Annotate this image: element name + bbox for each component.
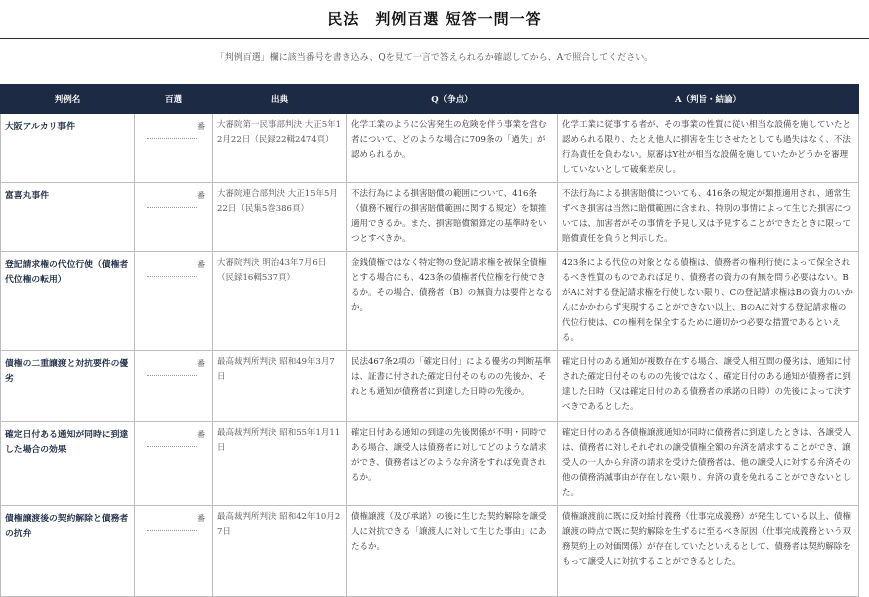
number-suffix: 番 (197, 191, 205, 200)
number-blank-field[interactable] (147, 434, 197, 447)
case-question: 不法行為による損害賠償の範囲について、416条（債務不履行の損害賠償範囲に関する規定）を類推適用できるか。また、損害賠償額算定の基準時をいつとすべきか。 (347, 183, 558, 252)
case-source: 最高裁判所判決 昭和55年1月11日 (213, 422, 347, 506)
case-name: 債権譲渡後の契約解除と債務者の抗弁 (1, 506, 135, 597)
header-answer: A（判旨・結論） (558, 85, 859, 114)
instruction-text: 「判例百選」欄に該当番号を書き込み、Qを見て一言で答えられるか確認してから、Aで照合してください。 (215, 53, 654, 63)
number-suffix: 番 (197, 514, 205, 523)
table-row (1, 183, 859, 252)
case-source: 大審院判決 明治43年7月6日（民録16輯537頁） (213, 252, 347, 351)
number-suffix: 番 (197, 359, 205, 368)
case-source: 大審院連合部判決 大正15年5月22日（民集5巻386頁） (213, 183, 347, 252)
number-blank-field[interactable] (147, 264, 197, 277)
case-question: 債権譲渡（及び承諾）の後に生じた契約解除を譲受人に対抗できる「譲渡人に対して生じた事由」にあたるか。 (347, 506, 558, 597)
case-name: 富喜丸事件 (1, 183, 135, 252)
number-suffix: 番 (197, 260, 205, 269)
table-row (1, 252, 859, 351)
number-blank-field[interactable] (147, 126, 197, 139)
case-name: 債権の二重譲渡と対抗要件の優劣 (1, 351, 135, 422)
case-source: 最高裁判所判決 昭和42年10月27日 (213, 506, 347, 597)
number-suffix: 番 (197, 122, 205, 131)
case-answer: 確定日付のある各債権譲渡通知が同時に債務者に到達したときは、各譲受人は、債務者に対しそれぞれの譲受債権全額の弁済を請求することができ、譲受人の一人から弁済の請求を受けた債務者は、他の譲受人に対する弁済その他の債務消滅事由が存在しない限り、弁済の責を免れることができないとした。 (558, 422, 859, 506)
case-answer: 423条による代位の対象となる債権は、債務者の権利行使によって保全されるべき性質のものであれば足り、債務者の資力の有無を問う必要はない。BがAに対する登記請求権を行使しない限り、Cの登記請求権はBの資力のいかんにかかわらず実現することができない以上、BのAに対する登記請求権の代位行使は、Cの権利を保全するために適切かつ必要な措置であるといえる。 (558, 252, 859, 351)
header-hyakusen: 百選 (135, 85, 213, 114)
case-question: 金銭債権ではなく特定物の登記請求権を被保全債権とする場合にも、423条の債権者代位権を行使できるか。その場合、債務者（B）の無資力は要件となるか。 (347, 252, 558, 351)
case-name: 登記請求権の代位行使（債権者代位権の転用） (1, 252, 135, 351)
case-answer: 化学工業に従事する者が、その事業の性質に従い相当な設備を施していたと認められる限り、たとえ他人に損害を生じさせたとしても過失はなく、不法行為責任を負わない。原審はY社が相当な設備を施していたかどうかを審理していないとして破棄差戻し。 (558, 114, 859, 183)
case-name: 確定日付ある通知が同時に到達した場合の効果 (1, 422, 135, 506)
table-row (1, 422, 859, 506)
case-answer: 債権譲渡前に既に反対給付義務（仕事完成義務）が発生している以上、債権譲渡の時点で既に契約解除を生ずるに至るべき原因（仕事完成義務という双務契約上の対価関係）が存在していたといえるとして、債務者は契約解除をもって譲受人に対抗することができるとした。 (558, 506, 859, 597)
number-blank-field[interactable] (147, 363, 197, 376)
case-source: 大審院第一民事部判決 大正5年12月22日（民録22輯2474頁） (213, 114, 347, 183)
hyakusen-number-cell[interactable] (135, 114, 213, 183)
header-question: Q（争点） (347, 85, 558, 114)
number-suffix: 番 (197, 430, 205, 439)
header-case-name: 判例名 (1, 85, 135, 114)
hyakusen-number-cell[interactable] (135, 351, 213, 422)
hyakusen-number-cell[interactable] (135, 422, 213, 506)
case-question: 確定日付ある通知の到達の先後関係が不明・同時である場合、譲受人は債務者に対してどのような請求ができ、債務者はどのような弁済をすれば免責されるか。 (347, 422, 558, 506)
page-title: 民法 判例百選 短答一問一答 (327, 10, 542, 28)
hyakusen-number-cell[interactable] (135, 252, 213, 351)
case-question: 化学工業のように公害発生の危険を伴う事業を営む者について、どのような場合に709条の「過失」が認められるか。 (347, 114, 558, 183)
case-source: 最高裁判所判決 昭和49年3月7日 (213, 351, 347, 422)
case-answer: 確定日付のある通知が複数存在する場合、譲受人相互間の優劣は、通知に付された確定日付そのものの先後ではなく、確定日付のある通知が債務者に到達した日時（又は確定日付のある債務者の承諾の日時）の先後によって決すべきであるとした。 (558, 351, 859, 422)
table-header-row (1, 85, 859, 114)
table-row (1, 506, 859, 597)
header-source: 出典 (213, 85, 347, 114)
table-row (1, 114, 859, 183)
case-name: 大阪アルカリ事件 (1, 114, 135, 183)
case-question: 民法467条2項の「確定日付」による優劣の判断基準は、証書に付された確定日付そのものの先後か、それとも通知が債務者に到達した日時の先後か。 (347, 351, 558, 422)
case-answer: 不法行為による損害賠償についても、416条の規定が類推適用され、通常生ずべき損害は当然に賠償範囲に含まれ、特別の事情によって生じた損害については、加害者がその事情を予見し又は予見することができたときに限って賠償責任を負うと判示した。 (558, 183, 859, 252)
number-blank-field[interactable] (147, 195, 197, 208)
table-row (1, 351, 859, 422)
hyakusen-number-cell[interactable] (135, 183, 213, 252)
number-blank-field[interactable] (147, 518, 197, 531)
case-table (0, 84, 859, 597)
hyakusen-number-cell[interactable] (135, 506, 213, 597)
